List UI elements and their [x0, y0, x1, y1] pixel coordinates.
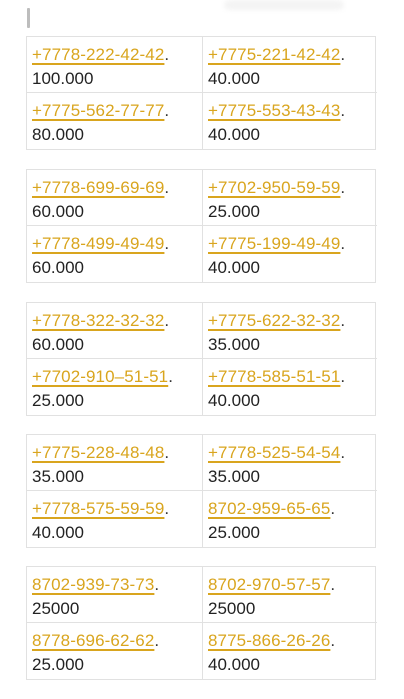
number-cell: [203, 567, 377, 623]
price: 25.000: [208, 202, 260, 221]
separator: .: [164, 311, 170, 330]
number-group-4: [26, 434, 376, 548]
number-group-1: [26, 36, 376, 150]
price: 25000: [208, 599, 256, 618]
phone-link[interactable]: +7702-950-59-59: [208, 178, 341, 197]
phone-link[interactable]: +7702-910–51-51: [32, 367, 169, 386]
separator: .: [164, 443, 170, 462]
number-cell: [27, 623, 203, 679]
number-cell: [203, 491, 377, 547]
separator: .: [340, 234, 346, 253]
price: 40.000: [32, 523, 84, 542]
price: 40.000: [208, 258, 260, 277]
separator: .: [330, 631, 336, 650]
number-cell: [203, 359, 377, 415]
price: 60.000: [32, 335, 84, 354]
phone-link[interactable]: +7778-322-32-32: [32, 311, 165, 330]
number-cell: [203, 623, 377, 679]
phone-link[interactable]: +7775-622-32-32: [208, 311, 341, 330]
phone-link[interactable]: +7775-228-48-48: [32, 443, 165, 462]
separator: .: [154, 575, 160, 594]
number-cell: [203, 303, 377, 359]
number-cell: [27, 226, 203, 282]
number-cell: [27, 359, 203, 415]
price: 80.000: [32, 125, 84, 144]
phone-link[interactable]: +7778-222-42-42: [32, 45, 165, 64]
phone-link[interactable]: +7775-221-42-42: [208, 45, 341, 64]
number-cell: [203, 435, 377, 491]
price: 35.000: [208, 467, 260, 486]
separator: .: [330, 575, 336, 594]
separator: .: [154, 631, 160, 650]
phone-link[interactable]: +7775-553-43-43: [208, 101, 341, 120]
price: 25000: [32, 599, 80, 618]
phone-link[interactable]: 8775-866-26-26: [208, 631, 331, 650]
number-cell: [27, 435, 203, 491]
separator: .: [340, 443, 346, 462]
phone-link[interactable]: +7775-562-77-77: [32, 101, 165, 120]
number-cell: [203, 226, 377, 282]
separator: .: [340, 101, 346, 120]
number-cell: [27, 93, 203, 149]
separator: .: [340, 367, 346, 386]
price: 60.000: [32, 258, 84, 277]
phone-link[interactable]: 8778-696-62-62: [32, 631, 155, 650]
number-cell: [203, 93, 377, 149]
text-cursor: [27, 8, 30, 28]
number-cell: [27, 37, 203, 93]
phone-link[interactable]: +7775-199-49-49: [208, 234, 341, 253]
separator: .: [164, 101, 170, 120]
phone-link[interactable]: 8702-939-73-73: [32, 575, 155, 594]
number-group-5: [26, 566, 376, 680]
price: 25.000: [32, 655, 84, 674]
phone-link[interactable]: 8702-970-57-57: [208, 575, 331, 594]
number-cell: [203, 37, 377, 93]
price: 60.000: [32, 202, 84, 221]
price: 40.000: [208, 69, 260, 88]
number-group-2: [26, 169, 376, 283]
price: 35.000: [208, 335, 260, 354]
separator: .: [340, 45, 346, 64]
number-cell: [203, 170, 377, 226]
separator: .: [330, 499, 336, 518]
top-bar: [0, 0, 404, 30]
price: 40.000: [208, 655, 260, 674]
separator: .: [340, 311, 346, 330]
number-cell: [27, 170, 203, 226]
top-blur: [224, 0, 344, 10]
number-cell: [27, 567, 203, 623]
price: 100.000: [32, 69, 94, 88]
phone-link[interactable]: +7778-585-51-51: [208, 367, 341, 386]
phone-link[interactable]: +7778-499-49-49: [32, 234, 165, 253]
separator: .: [164, 499, 170, 518]
price: 25.000: [208, 523, 260, 542]
number-cell: [27, 491, 203, 547]
price: 25.000: [32, 391, 84, 410]
number-cell: [27, 303, 203, 359]
separator: .: [164, 234, 170, 253]
phone-link[interactable]: +7778-525-54-54: [208, 443, 341, 462]
separator: .: [340, 178, 346, 197]
phone-link[interactable]: +7778-575-59-59: [32, 499, 165, 518]
phone-link[interactable]: 8702-959-65-65: [208, 499, 331, 518]
price: 40.000: [208, 391, 260, 410]
separator: .: [164, 45, 170, 64]
number-group-3: [26, 302, 376, 416]
price: 35.000: [32, 467, 84, 486]
separator: .: [164, 178, 170, 197]
separator: .: [168, 367, 174, 386]
price: 40.000: [208, 125, 260, 144]
phone-link[interactable]: +7778-699-69-69: [32, 178, 165, 197]
